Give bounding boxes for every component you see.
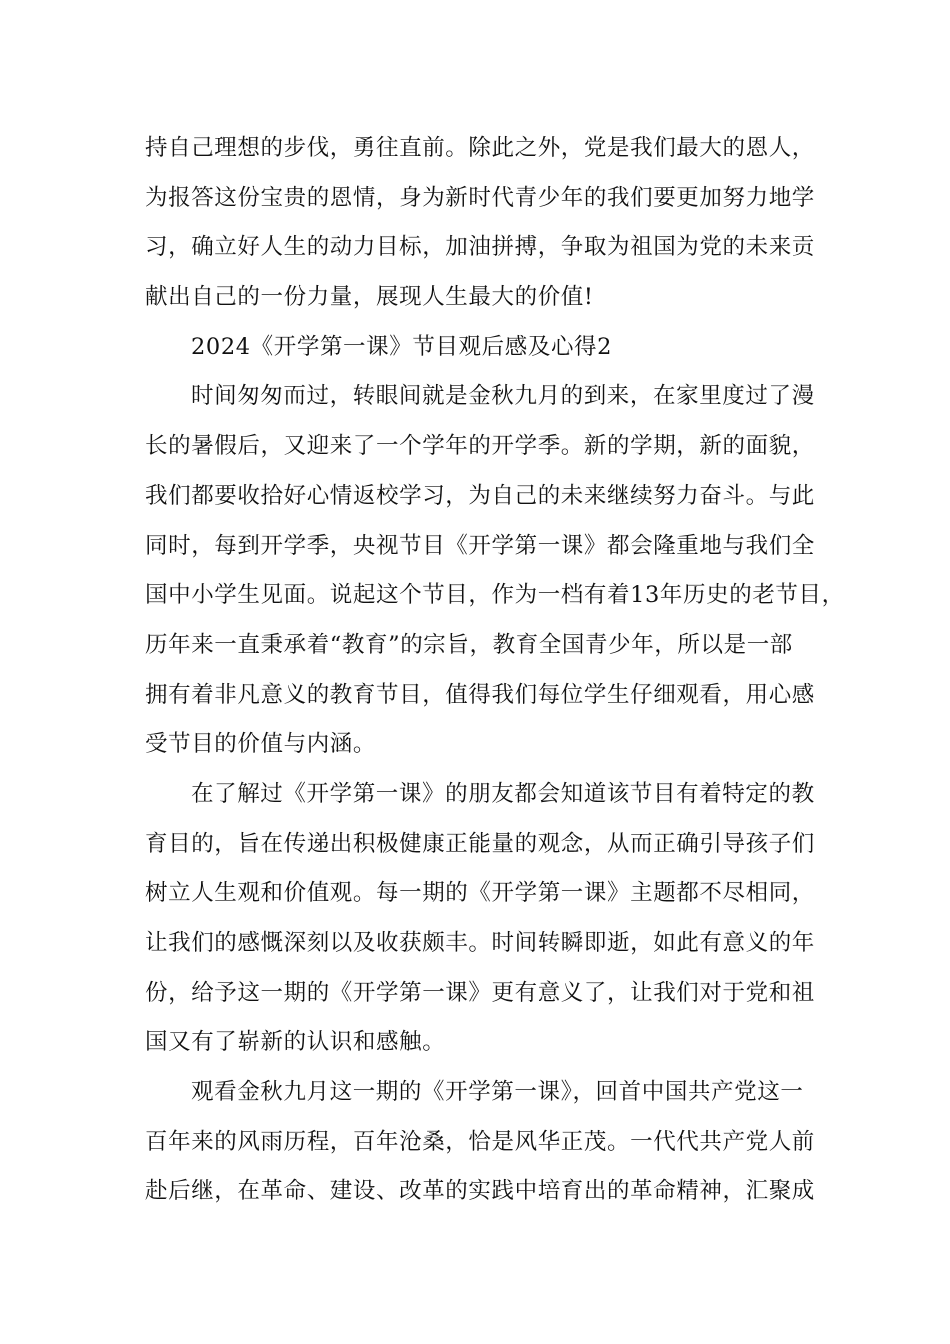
text-line: 历年来一直秉承着“教育”的宗旨，教育全国青少年，所以是一部	[145, 631, 793, 658]
text-line: 习，确立好人生的动力目标，加油拼搏，争取为祖国为党的未来贡	[145, 234, 815, 261]
text-line: 受节目的价值与内涵。	[145, 731, 377, 758]
paragraph-1	[145, 124, 825, 323]
text-line: 拥有着非凡意义的教育节目，值得我们每位学生仔细观看，用心感	[145, 681, 815, 708]
text-line: 长的暑假后，又迎来了一个学年的开学季。新的学期，新的面貌，	[145, 433, 815, 460]
text-line: 同时，每到开学季，央视节目《开学第一课》都会隆重地与我们全	[145, 532, 815, 559]
document-body	[145, 124, 845, 1217]
text-line: 观看金秋九月这一期的《开学第一课》，回首中国共产党这一	[191, 1079, 804, 1106]
text-line: 树立人生观和价值观。每一期的《开学第一课》主题都不尽相同，	[145, 880, 815, 907]
section-heading	[145, 323, 825, 373]
text-line: 育目的，旨在传递出积极健康正能量的观念，从而正确引导孩子们	[145, 830, 815, 857]
text-line: 时间匆匆而过，转眼间就是金秋九月的到来，在家里度过了漫	[191, 383, 815, 410]
text-line: 为报答这份宝贵的恩情，身为新时代青少年的我们要更加努力地学	[145, 184, 815, 211]
heading-text: 2024《开学第一课》节目观后感及心得2	[191, 333, 613, 360]
text-line: 让我们的感慨深刻以及收获颇丰。时间转瞬即逝，如此有意义的年	[145, 930, 815, 956]
text-line: 国又有了崭新的认识和感触。	[145, 1029, 446, 1056]
text-line: 国中小学生见面。说起这个节目，作为一档有着13年历史的老节目，	[145, 582, 845, 609]
text-line: 持自己理想的步伐，勇往直前。除此之外，党是我们最大的恩人，	[145, 135, 815, 161]
text-line: 献出自己的一份力量，展现人生最大的价值!	[145, 284, 594, 311]
text-line: 我们都要收拾好心情返校学习，为自己的未来继续努力奋斗。与此	[145, 482, 815, 509]
text-line: 在了解过《开学第一课》的朋友都会知道该节目有着特定的教	[191, 780, 815, 807]
text-line: 份，给予这一期的《开学第一课》更有意义了，让我们对于党和祖	[145, 979, 815, 1006]
paragraph-2	[145, 372, 845, 770]
paragraph-3	[145, 770, 825, 1068]
text-line: 百年来的风雨历程，百年沧桑，恰是风华正茂。一代代共产党人前	[145, 1128, 815, 1155]
text-line: 赴后继，在革命、建设、改革的实践中培育出的革命精神，汇聚成	[145, 1178, 815, 1205]
paragraph-4	[145, 1068, 825, 1217]
